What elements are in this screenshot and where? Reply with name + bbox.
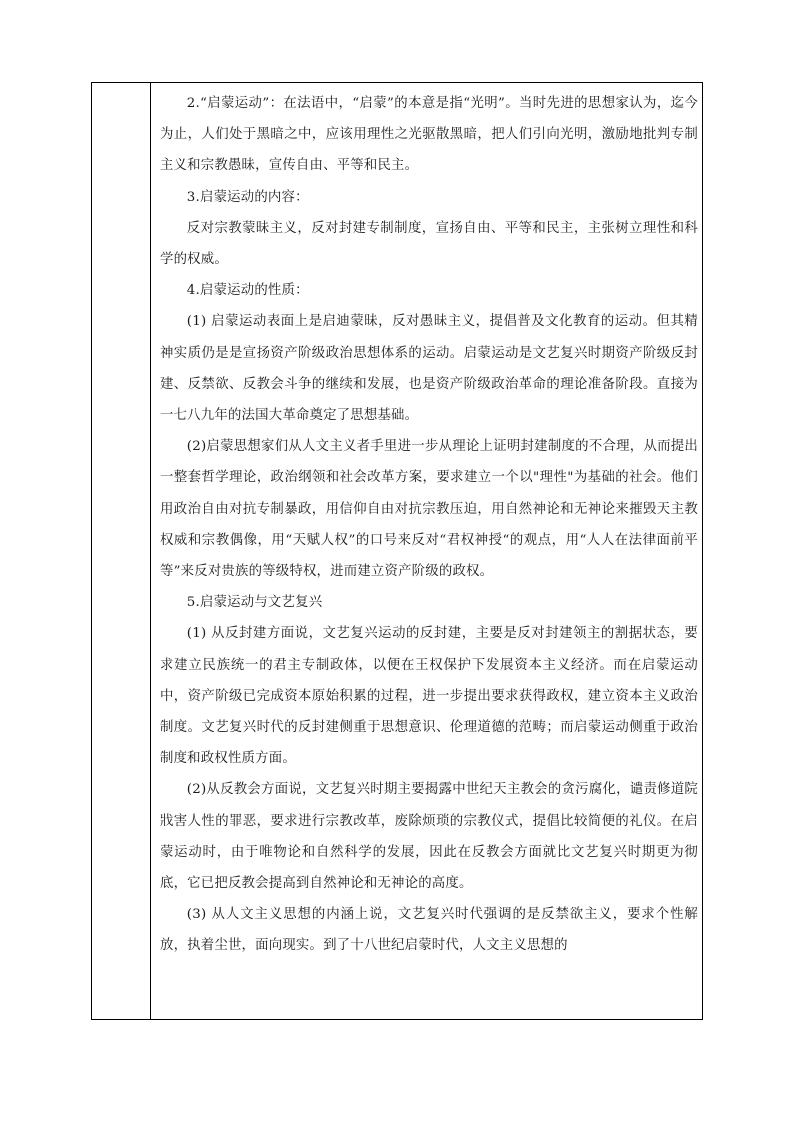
paragraph-nature-2: (2)启蒙思想家们从人文主义者手里进一步从理论上证明封建制度的不合理，从而提出一整套哲学理论，政治纲领和社会改革方案，要求建立一个以"理性"为基础的社会。他们用政治自由对抗专制暴政，用信仰自由对抗宗教压迫，用自然神论和无神论来摧毁天主教权威和宗教偶像，用“天赋人权”的口号来反对“君权神授“的观点，用“人人在法律面前平等”来反对贵族的等级特权，进而建立资产阶级的政权。 bbox=[160, 439, 698, 580]
paragraph-comparison-1: (1) 从反封建方面说，文艺复兴运动的反封建，主要是反对封建领主的割据状态，要求建立民族统一的君主专制政体，以便在王权保护下发展资本主义经济。而在启蒙运动中，资产阶级已完成资本原始积累的过程，进一步提出要求获得政权，建立资本主义政治制度。文艺复兴时代的反封建侧重于思想意识、伦理道德的范畴；而启蒙运动侧重于政治制度和政权性质方面。 bbox=[160, 626, 698, 767]
paragraph-comparison-3: (3) 从人文主义思想的内涵上说，文艺复兴时代强调的是反禁欲主义，要求个性解放，执着尘世，面向现实。到了十八世纪启蒙时代，人文主义思想的 bbox=[160, 907, 698, 954]
content-cell bbox=[160, 88, 698, 962]
paragraph-nature-1: (1) 启蒙运动表面上是启迪蒙昧，反对愚昧主义，提倡普及文化教育的运动。但其精神实质仍是是宣扬资产阶级政治思想体系的运动。启蒙运动是文艺复兴时期资产阶级反封建、反禁欲、反教会斗争的继续和发展，也是资产阶级政治革命的理论准备阶段。直接为一七八九年的法国大革命奠定了思想基础。 bbox=[160, 314, 698, 424]
heading-nature: 4.启蒙运动的性质： bbox=[186, 283, 309, 299]
column-divider bbox=[150, 83, 151, 1019]
paragraph-definition: 2.“启蒙运动”：在法语中，“启蒙”的本意是指“光明”。当时先进的思想家认为，迄今为止，人们处于黑暗之中，应该用理性之光驱散黑暗，把人们引向光明，激励地批判专制主义和宗教愚昧，宣传自由、平等和民主。 bbox=[160, 96, 698, 174]
paragraph-content: 反对宗教蒙昧主义，反对封建专制制度，宣扬自由、平等和民主，主张树立理性和科学的权威。 bbox=[160, 220, 698, 268]
heading-comparison: 5.启蒙运动与文艺复兴 bbox=[186, 595, 323, 611]
heading-content: 3.启蒙运动的内容： bbox=[186, 189, 309, 205]
content-table bbox=[91, 82, 703, 1020]
paragraph-comparison-2: (2)从反教会方面说，文艺复兴时期主要揭露中世纪天主教会的贪污腐化，谴责修道院戕害人性的罪恶，要求进行宗教改革，废除烦琐的宗教仪式，提倡比较简便的礼仪。在启蒙运动时，由于唯物论和自然科学的发展，因此在反教会方面就比文艺复兴时期更为彻底，它已把反教会提高到自然神论和无神论的高度。 bbox=[160, 782, 698, 892]
